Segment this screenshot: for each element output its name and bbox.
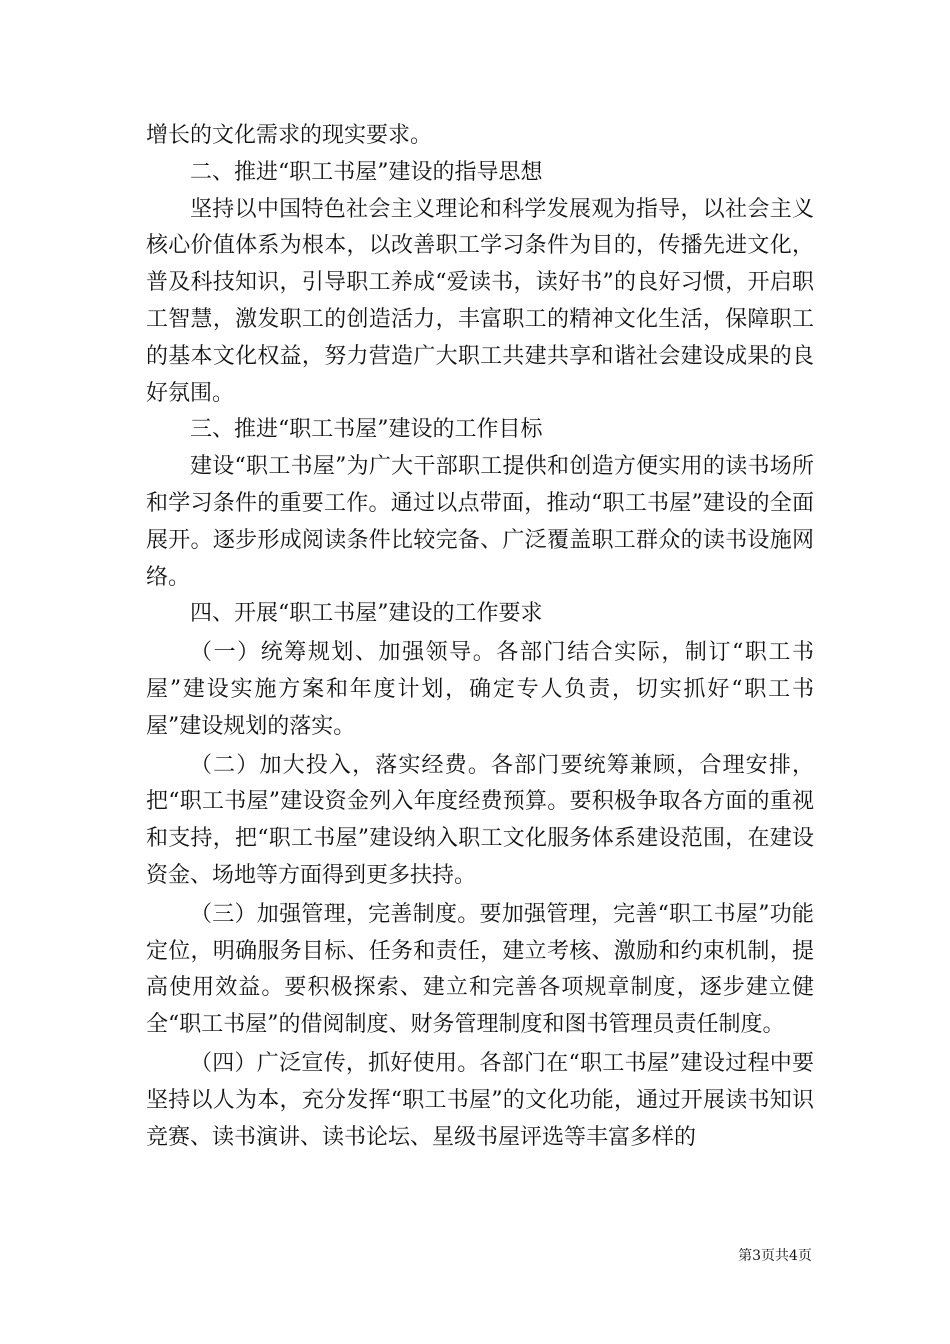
document-body (146, 118, 814, 1156)
section-heading-work-goals: 三、推进“职工书屋”建设的工作目标 (190, 417, 543, 443)
paragraph-guiding-ideology: 坚持以中国特色社会主义理论和科学发展观为指导，以社会主义核心价值体系为根本，以改善职工学习条件为目的，传播先进文化，普及科技知识，引导职工养成“爱读书，读好书”的良好习惯，开启职工智慧，激发职工的创造活力，丰富职工的精神文化生活，保障职工的基本文化权益，努力营造广大职工共建共享和谐社会建设成果的良好氛围。 (146, 196, 814, 406)
paragraph-requirement-1: （一）统筹规划、加强领导。各部门结合实际，制订“职工书屋”建设实施方案和年度计划，确定专人负责，切实抓好“职工书屋”建设规划的落实。 (146, 640, 814, 739)
paragraph-work-goals: 建设“职工书屋”为广大干部职工提供和创造方便实用的读书场所和学习条件的重要工作。通过以点带面，推动“职工书屋”建设的全面展开。逐步形成阅读条件比较完备、广泛覆盖职工群众的读书设施网络。 (146, 454, 814, 590)
paragraph-requirement-2: （二）加大投入，落实经费。各部门要统筹兼顾，合理安排，把“职工书屋”建设资金列入年度经费预算。要积极争取各方面的重视和支持，把“职工书屋”建设纳入职工文化服务体系建设范围，在建设资金、场地等方面得到更多扶持。 (146, 752, 814, 888)
section-heading-guiding-ideology: 二、推进“职工书屋”建设的指导思想 (190, 159, 543, 185)
page-number: 第3页共4页 (738, 1248, 812, 1264)
paragraph-requirement-3: （三）加强管理，完善制度。要加强管理，完善“职工书屋”功能定位，明确服务目标、任务和责任，建立考核、激励和约束机制，提高使用效益。要积极探索、建立和完善各项规章制度，逐步建立健全“职工书屋”的借阅制度、财务管理制度和图书管理员责任制度。 (146, 901, 814, 1038)
paragraph-requirement-4: （四）广泛宣传，抓好使用。各部门在“职工书屋”建设过程中要坚持以人为本，充分发挥“职工书屋”的文化功能，通过开展读书知识竞赛、读书演讲、读书论坛、星级书屋评选等丰富多样的 (146, 1050, 814, 1150)
section-heading-work-requirements: 四、开展“职工书屋”建设的工作要求 (190, 601, 543, 627)
paragraph-continuation: 增长的文化需求的现实要求。 (146, 123, 433, 148)
